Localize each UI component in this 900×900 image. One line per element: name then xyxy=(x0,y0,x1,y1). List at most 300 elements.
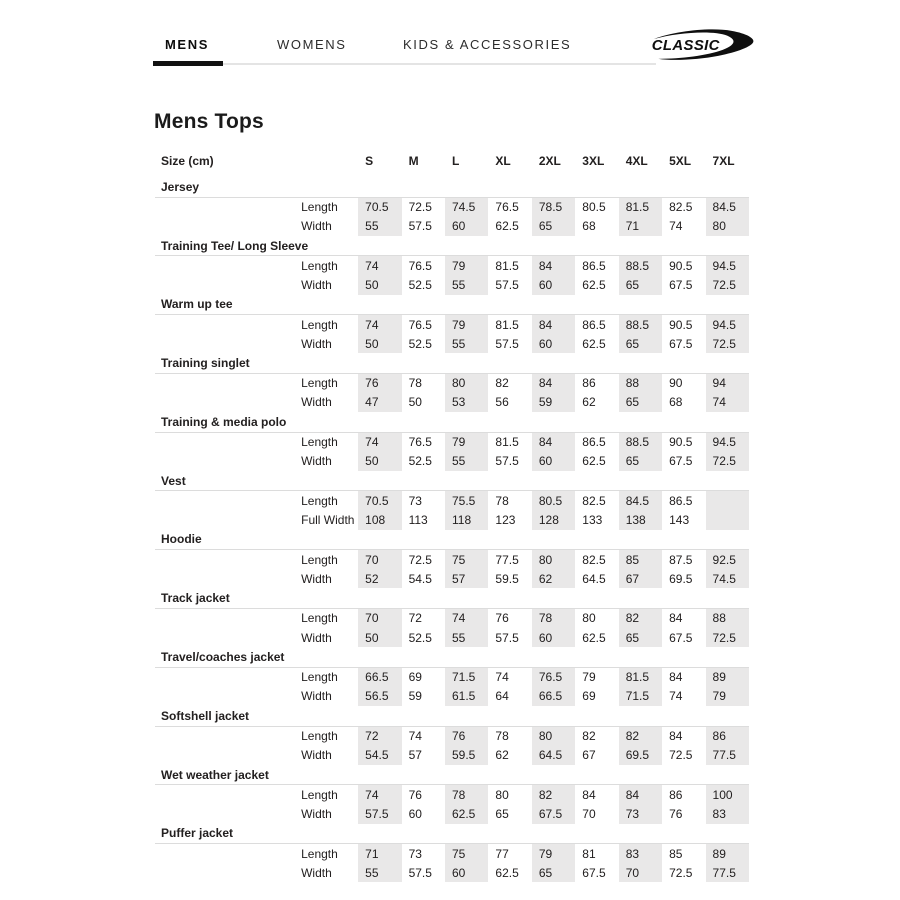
value-cell: 65 xyxy=(619,452,662,471)
tab-kids-accessories[interactable]: KIDS & ACCESSORIES xyxy=(403,37,572,52)
value-cell: 88 xyxy=(619,373,662,392)
value-cell: 73 xyxy=(408,846,422,861)
value-cell: 65 xyxy=(619,334,662,353)
value-cell: 67.5 xyxy=(669,630,693,645)
value-cell: 62 xyxy=(532,569,575,588)
value-cell: 62.5 xyxy=(582,630,606,645)
value-cell: 80 xyxy=(532,550,575,569)
value-cell: 76.5 xyxy=(532,667,575,686)
value-cell: 62 xyxy=(582,395,596,410)
value-cell: 79 xyxy=(445,315,488,334)
value-cell: 78 xyxy=(495,728,509,743)
value-cell: 67.5 xyxy=(669,277,693,292)
value-cell: 52.5 xyxy=(408,336,432,351)
measure-label: Length xyxy=(301,258,338,273)
section-row xyxy=(155,471,749,491)
measurement-row xyxy=(155,216,749,235)
value-cell: 60 xyxy=(532,628,575,647)
value-cell: 72.5 xyxy=(706,334,749,353)
value-cell: 88.5 xyxy=(619,432,662,451)
value-cell: 86.5 xyxy=(582,435,606,450)
section-row xyxy=(155,236,749,256)
value-cell: 52.5 xyxy=(408,277,432,292)
value-cell: 71 xyxy=(619,216,662,235)
section-title: Training singlet xyxy=(155,353,749,373)
column-header-m: M xyxy=(408,154,419,168)
value-cell: 81.5 xyxy=(495,435,519,450)
value-cell: 60 xyxy=(532,334,575,353)
value-cell: 72.5 xyxy=(706,452,749,471)
value-cell: 60 xyxy=(408,806,422,821)
value-cell: 72 xyxy=(408,611,422,626)
measure-label: Length xyxy=(301,317,338,332)
section-row xyxy=(155,824,749,844)
value-cell: 62 xyxy=(495,748,509,763)
value-cell: 85 xyxy=(619,550,662,569)
classic-logo-svg xyxy=(645,24,757,66)
value-cell: 57.5 xyxy=(495,277,519,292)
value-cell: 55 xyxy=(445,275,488,294)
measurement-row xyxy=(155,510,749,529)
value-cell: 84 xyxy=(582,787,596,802)
value-cell: 74 xyxy=(495,670,509,685)
measure-label: Length xyxy=(301,199,338,214)
value-cell: 60 xyxy=(445,216,488,235)
value-cell: 67.5 xyxy=(582,865,606,880)
size-unit-label: Size (cm) xyxy=(161,154,214,168)
measure-label: Length xyxy=(301,846,338,861)
value-cell: 82 xyxy=(619,608,662,627)
value-cell: 81.5 xyxy=(619,667,662,686)
value-cell: 79 xyxy=(706,687,749,706)
value-cell: 57 xyxy=(408,748,422,763)
value-cell: 85 xyxy=(669,846,683,861)
value-cell: 72 xyxy=(358,726,401,745)
value-cell: 50 xyxy=(358,628,401,647)
value-cell: 90 xyxy=(669,376,683,391)
column-header-4xl: 4XL xyxy=(625,154,648,168)
row-spacer xyxy=(155,452,300,471)
value-cell: 75 xyxy=(445,844,488,863)
value-cell: 92.5 xyxy=(706,550,749,569)
value-cell: 61.5 xyxy=(445,687,488,706)
value-cell: 54.5 xyxy=(358,745,401,764)
value-cell: 82 xyxy=(619,726,662,745)
value-cell: 113 xyxy=(408,512,428,527)
value-cell: 70 xyxy=(358,550,401,569)
value-cell: 70.5 xyxy=(358,491,401,510)
value-cell: 90.5 xyxy=(669,317,693,332)
measure-label: Length xyxy=(301,611,338,626)
size-header-row xyxy=(155,150,749,177)
value-cell: 57 xyxy=(445,569,488,588)
page-title: Mens Tops xyxy=(154,110,264,133)
value-cell: 50 xyxy=(358,334,401,353)
value-cell: 60 xyxy=(445,863,488,882)
value-cell: 72.5 xyxy=(408,199,432,214)
row-spacer xyxy=(155,275,300,294)
value-cell: 87.5 xyxy=(669,552,693,567)
value-cell: 67.5 xyxy=(669,336,693,351)
value-cell: 81.5 xyxy=(619,197,662,216)
value-cell: 75 xyxy=(445,550,488,569)
value-cell: 70.5 xyxy=(358,197,401,216)
value-cell: 84 xyxy=(532,373,575,392)
value-cell: 72.5 xyxy=(706,628,749,647)
section-row xyxy=(155,177,749,197)
value-cell: 70 xyxy=(358,608,401,627)
value-cell: 72.5 xyxy=(669,748,693,763)
value-cell: 84.5 xyxy=(619,491,662,510)
row-spacer xyxy=(155,726,300,745)
value-cell: 133 xyxy=(582,512,603,527)
value-cell xyxy=(706,491,749,510)
section-title: Training Tee/ Long Sleeve xyxy=(155,236,749,256)
value-cell: 57.5 xyxy=(358,804,401,823)
tab-active-indicator xyxy=(153,61,223,66)
value-cell: 84 xyxy=(669,611,683,626)
section-row xyxy=(155,765,749,785)
value-cell: 82.5 xyxy=(582,552,606,567)
row-spacer xyxy=(155,785,300,804)
value-cell: 47 xyxy=(358,393,401,412)
value-cell: 70 xyxy=(582,806,596,821)
value-cell: 80.5 xyxy=(532,491,575,510)
value-cell: 76 xyxy=(408,787,422,802)
measurement-row xyxy=(155,687,749,706)
value-cell: 79 xyxy=(532,844,575,863)
measure-label: Length xyxy=(301,493,338,508)
value-cell: 81.5 xyxy=(495,258,519,273)
row-spacer xyxy=(155,373,300,392)
value-cell: 57.5 xyxy=(495,630,519,645)
value-cell: 69.5 xyxy=(619,745,662,764)
value-cell xyxy=(706,510,749,529)
value-cell: 72.5 xyxy=(706,275,749,294)
value-cell: 86.5 xyxy=(582,317,606,332)
measurement-row xyxy=(155,863,749,882)
value-cell: 68 xyxy=(669,395,683,410)
measure-label: Width xyxy=(301,689,332,704)
value-cell: 65 xyxy=(619,628,662,647)
value-cell: 76 xyxy=(669,806,683,821)
value-cell: 76.5 xyxy=(495,199,519,214)
value-cell: 62.5 xyxy=(495,219,519,234)
value-cell: 108 xyxy=(358,510,401,529)
measurement-row xyxy=(155,628,749,647)
section-row xyxy=(155,647,749,667)
value-cell: 74.5 xyxy=(445,197,488,216)
measurement-row xyxy=(155,197,749,216)
value-cell: 56.5 xyxy=(358,687,401,706)
value-cell: 78 xyxy=(445,785,488,804)
measure-label: Length xyxy=(301,670,338,685)
value-cell: 80 xyxy=(582,611,596,626)
value-cell: 57.5 xyxy=(408,865,432,880)
value-cell: 62.5 xyxy=(582,336,606,351)
row-spacer xyxy=(155,569,300,588)
value-cell: 86 xyxy=(706,726,749,745)
value-cell: 55 xyxy=(445,334,488,353)
column-header-s: S xyxy=(365,154,374,168)
value-cell: 66.5 xyxy=(358,667,401,686)
value-cell: 94.5 xyxy=(706,315,749,334)
value-cell: 74 xyxy=(445,608,488,627)
section-title: Travel/coaches jacket xyxy=(155,647,749,667)
value-cell: 77.5 xyxy=(706,863,749,882)
value-cell: 79 xyxy=(445,432,488,451)
tab-womens[interactable]: WOMENS xyxy=(277,37,347,52)
value-cell: 100 xyxy=(706,785,749,804)
row-spacer xyxy=(155,667,300,686)
measure-label: Length xyxy=(301,787,338,802)
tab-underline xyxy=(153,63,656,65)
logo-text: CLASSIC xyxy=(651,37,720,55)
column-header-xl: XL xyxy=(495,154,511,168)
value-cell: 71.5 xyxy=(619,687,662,706)
value-cell: 84 xyxy=(532,256,575,275)
value-cell: 73 xyxy=(619,804,662,823)
tab-mens[interactable]: MENS xyxy=(165,37,209,52)
value-cell: 74 xyxy=(669,219,683,234)
value-cell: 74 xyxy=(669,689,683,704)
measurement-row xyxy=(155,667,749,686)
value-cell: 74 xyxy=(706,393,749,412)
value-cell: 78 xyxy=(495,493,509,508)
measure-label: Width xyxy=(301,571,332,586)
section-row xyxy=(155,412,749,432)
measure-label: Length xyxy=(301,552,338,567)
value-cell: 80 xyxy=(445,373,488,392)
value-cell: 84 xyxy=(619,785,662,804)
value-cell: 69 xyxy=(582,689,596,704)
value-cell: 89 xyxy=(706,844,749,863)
section-title: Vest xyxy=(155,471,749,491)
value-cell: 94 xyxy=(706,373,749,392)
value-cell: 52.5 xyxy=(408,630,432,645)
value-cell: 52.5 xyxy=(408,454,432,469)
value-cell: 88.5 xyxy=(619,315,662,334)
value-cell: 81 xyxy=(582,846,596,861)
value-cell: 84 xyxy=(669,728,683,743)
measurement-row xyxy=(155,334,749,353)
value-cell: 80 xyxy=(706,216,749,235)
section-title: Wet weather jacket xyxy=(155,765,749,785)
value-cell: 74.5 xyxy=(706,569,749,588)
measure-label: Width xyxy=(301,219,332,234)
value-cell: 62.5 xyxy=(582,454,606,469)
row-spacer xyxy=(155,510,300,529)
value-cell: 84 xyxy=(532,432,575,451)
value-cell: 74 xyxy=(358,432,401,451)
value-cell: 80 xyxy=(495,787,509,802)
measure-label: Length xyxy=(301,728,338,743)
value-cell: 74 xyxy=(358,256,401,275)
measurement-row xyxy=(155,275,749,294)
row-spacer xyxy=(155,315,300,334)
section-title: Training & media polo xyxy=(155,412,749,432)
value-cell: 78 xyxy=(532,608,575,627)
value-cell: 128 xyxy=(532,510,575,529)
measurement-row xyxy=(155,550,749,569)
value-cell: 74 xyxy=(358,315,401,334)
value-cell: 62.5 xyxy=(495,865,519,880)
value-cell: 94.5 xyxy=(706,432,749,451)
value-cell: 78.5 xyxy=(532,197,575,216)
value-cell: 50 xyxy=(408,395,422,410)
value-cell: 83 xyxy=(706,804,749,823)
value-cell: 94.5 xyxy=(706,256,749,275)
value-cell: 72.5 xyxy=(408,552,432,567)
measurement-row xyxy=(155,785,749,804)
value-cell: 82 xyxy=(532,785,575,804)
value-cell: 59.5 xyxy=(445,745,488,764)
measure-label: Width xyxy=(301,748,332,763)
value-cell: 67 xyxy=(619,569,662,588)
value-cell: 59.5 xyxy=(495,571,519,586)
value-cell: 84.5 xyxy=(706,197,749,216)
value-cell: 86.5 xyxy=(669,493,693,508)
row-spacer xyxy=(155,256,300,275)
value-cell: 74 xyxy=(358,785,401,804)
measure-header-spacer xyxy=(300,150,358,177)
tab-bar xyxy=(0,0,900,80)
section-row xyxy=(155,295,749,315)
value-cell: 59 xyxy=(532,393,575,412)
value-cell: 71 xyxy=(358,844,401,863)
measure-label: Width xyxy=(301,336,332,351)
value-cell: 54.5 xyxy=(408,571,432,586)
row-spacer xyxy=(155,844,300,863)
measure-label: Width xyxy=(301,630,332,645)
value-cell: 84 xyxy=(532,315,575,334)
value-cell: 65 xyxy=(532,863,575,882)
value-cell: 81.5 xyxy=(495,317,519,332)
value-cell: 55 xyxy=(445,452,488,471)
measure-label: Full Width xyxy=(301,512,355,527)
column-header-7xl: 7XL xyxy=(712,154,735,168)
measurement-row xyxy=(155,726,749,745)
measure-label: Width xyxy=(301,395,332,410)
measurement-row xyxy=(155,452,749,471)
row-spacer xyxy=(155,432,300,451)
value-cell: 70 xyxy=(619,863,662,882)
measurement-row xyxy=(155,373,749,392)
column-header-5xl: 5XL xyxy=(669,154,692,168)
value-cell: 55 xyxy=(358,216,401,235)
row-spacer xyxy=(155,804,300,823)
value-cell: 80 xyxy=(532,726,575,745)
value-cell: 62.5 xyxy=(445,804,488,823)
value-cell: 55 xyxy=(445,628,488,647)
value-cell: 69 xyxy=(408,670,422,685)
value-cell: 86.5 xyxy=(582,258,606,273)
column-header-2xl: 2XL xyxy=(538,154,561,168)
value-cell: 64 xyxy=(495,689,509,704)
section-title: Softshell jacket xyxy=(155,706,749,726)
size-table xyxy=(155,150,749,882)
section-row xyxy=(155,353,749,373)
measurement-row xyxy=(155,608,749,627)
value-cell: 66.5 xyxy=(532,687,575,706)
section-row xyxy=(155,588,749,608)
value-cell: 88.5 xyxy=(619,256,662,275)
value-cell: 79 xyxy=(582,670,596,685)
value-cell: 74 xyxy=(408,728,422,743)
value-cell: 90.5 xyxy=(669,435,693,450)
value-cell: 50 xyxy=(358,452,401,471)
measurement-row xyxy=(155,844,749,863)
value-cell: 76.5 xyxy=(408,317,432,332)
value-cell: 84 xyxy=(669,670,683,685)
value-cell: 57.5 xyxy=(408,219,432,234)
value-cell: 56 xyxy=(495,395,509,410)
value-cell: 57.5 xyxy=(495,336,519,351)
value-cell: 55 xyxy=(358,863,401,882)
measurement-row xyxy=(155,432,749,451)
value-cell: 83 xyxy=(619,844,662,863)
value-cell: 77.5 xyxy=(706,745,749,764)
value-cell: 76 xyxy=(358,373,401,392)
section-title: Puffer jacket xyxy=(155,824,749,844)
value-cell: 82.5 xyxy=(669,199,693,214)
value-cell: 64.5 xyxy=(532,745,575,764)
value-cell: 79 xyxy=(445,256,488,275)
value-cell: 71.5 xyxy=(445,667,488,686)
row-spacer xyxy=(155,745,300,764)
row-spacer xyxy=(155,550,300,569)
measure-label: Width xyxy=(301,454,332,469)
value-cell: 76.5 xyxy=(408,258,432,273)
value-cell: 64.5 xyxy=(582,571,606,586)
value-cell: 90.5 xyxy=(669,258,693,273)
section-title: Hoodie xyxy=(155,530,749,550)
value-cell: 77 xyxy=(495,846,509,861)
value-cell: 65 xyxy=(532,216,575,235)
value-cell: 77.5 xyxy=(495,552,519,567)
value-cell: 65 xyxy=(619,275,662,294)
value-cell: 76 xyxy=(495,611,509,626)
row-spacer xyxy=(155,687,300,706)
measurement-row xyxy=(155,491,749,510)
value-cell: 60 xyxy=(532,452,575,471)
value-cell: 62.5 xyxy=(582,277,606,292)
section-title: Jersey xyxy=(155,177,749,197)
value-cell: 67.5 xyxy=(669,454,693,469)
section-title: Warm up tee xyxy=(155,295,749,315)
value-cell: 73 xyxy=(408,493,422,508)
row-spacer xyxy=(155,491,300,510)
value-cell: 72.5 xyxy=(669,865,693,880)
value-cell: 123 xyxy=(495,512,516,527)
value-cell: 50 xyxy=(358,275,401,294)
measure-label: Length xyxy=(301,376,338,391)
value-cell: 52 xyxy=(358,569,401,588)
column-header-l: L xyxy=(452,154,460,168)
value-cell: 143 xyxy=(669,512,690,527)
value-cell: 118 xyxy=(445,510,488,529)
row-spacer xyxy=(155,863,300,882)
row-spacer xyxy=(155,628,300,647)
measure-label: Width xyxy=(301,865,332,880)
section-row xyxy=(155,530,749,550)
value-cell: 57.5 xyxy=(495,454,519,469)
measurement-row xyxy=(155,315,749,334)
value-cell: 89 xyxy=(706,667,749,686)
row-spacer xyxy=(155,393,300,412)
value-cell: 69.5 xyxy=(669,571,693,586)
value-cell: 65 xyxy=(495,806,509,821)
